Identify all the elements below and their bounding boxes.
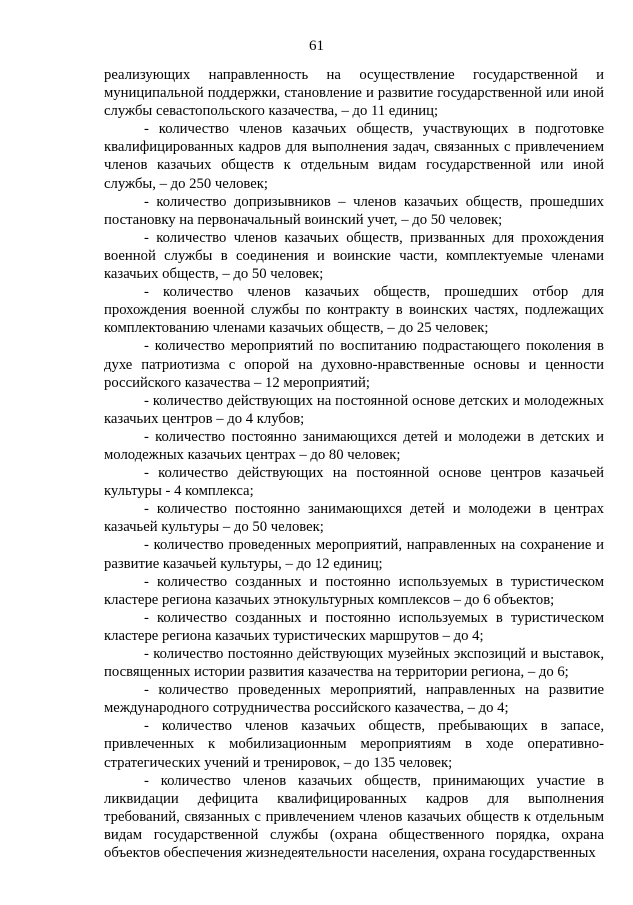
document-body	[104, 66, 604, 862]
list-item: - количество членов казачьих обществ, принимающих участие в ликвидации дефицита квалифицированных кадров для выполнения требований, связанных с привлечением членов казачьих обществ к отдельным видам государственной службы (охрана общественного порядка, охрана объектов обеспечения жизнедеятельности населения, охрана государственных	[104, 772, 604, 862]
list-item: - количество действующих на постоянной основе детских и молодежных казачьих центров – до 4 клубов;	[104, 392, 604, 427]
list-item: - количество проведенных мероприятий, направленных на сохранение и развитие казачьей культуры, – до 12 единиц;	[104, 537, 604, 572]
list-item: - количество членов казачьих обществ, прошедших отбор для прохождения военной службы по контракту в воинских частях, подлежащих комплектованию членами казачьих обществ, – до 25 человек;	[104, 284, 604, 337]
list-item: - количество постоянно занимающихся детей и молодежи в центрах казачьей культуры – до 50 человек;	[104, 501, 604, 536]
paragraph: реализующих направленность на осуществление государственной и муниципальной поддержки, становление и развитие государственной или иной службы севастопольского казачества, – до 11 единиц;	[104, 67, 604, 120]
list-item: - количество проведенных мероприятий, направленных на развитие международного сотрудничества российского казачества, – до 4;	[104, 682, 604, 717]
list-item: - количество постоянно действующих музейных экспозиций и выставок, посвященных истории развития казачества на территории региона, – до 6;	[104, 646, 604, 681]
page-number: 61	[309, 38, 324, 54]
list-item: - количество членов казачьих обществ, пребывающих в запасе, привлеченных к мобилизационным мероприятиям в ходе оперативно-стратегических учений и тренировок, – до 135 человек;	[104, 718, 604, 771]
list-item: - количество созданных и постоянно используемых в туристическом кластере региона казачьих этнокультурных комплексов – до 6 объектов;	[104, 573, 604, 608]
list-item: - количество членов казачьих обществ, участвующих в подготовке квалифицированных кадров для выполнения задач, связанных с привлечением членов казачьих обществ к отдельным видам государственной или иной службы, – до 250 человек;	[104, 121, 604, 192]
list-item: - количество постоянно занимающихся детей и молодежи в детских и молодежных казачьих центрах – до 80 человек;	[104, 428, 604, 463]
list-item: - количество действующих на постоянной основе центров казачьей культуры - 4 комплекса;	[104, 465, 604, 500]
list-item: - количество членов казачьих обществ, призванных для прохождения военной службы в соединения и воинские части, комплектуемые членами казачьих обществ, – до 50 человек;	[104, 229, 604, 283]
list-item: - количество допризывников – членов казачьих обществ, прошедших постановку на первоначальный воинский учет, – до 50 человек;	[104, 193, 604, 228]
list-item: - количество мероприятий по воспитанию подрастающего поколения в духе патриотизма с опорой на духовно-нравственные основы и ценности российского казачества – 12 мероприятий;	[104, 338, 604, 391]
list-item: - количество созданных и постоянно используемых в туристическом кластере региона казачьих туристических маршрутов – до 4;	[104, 609, 604, 644]
